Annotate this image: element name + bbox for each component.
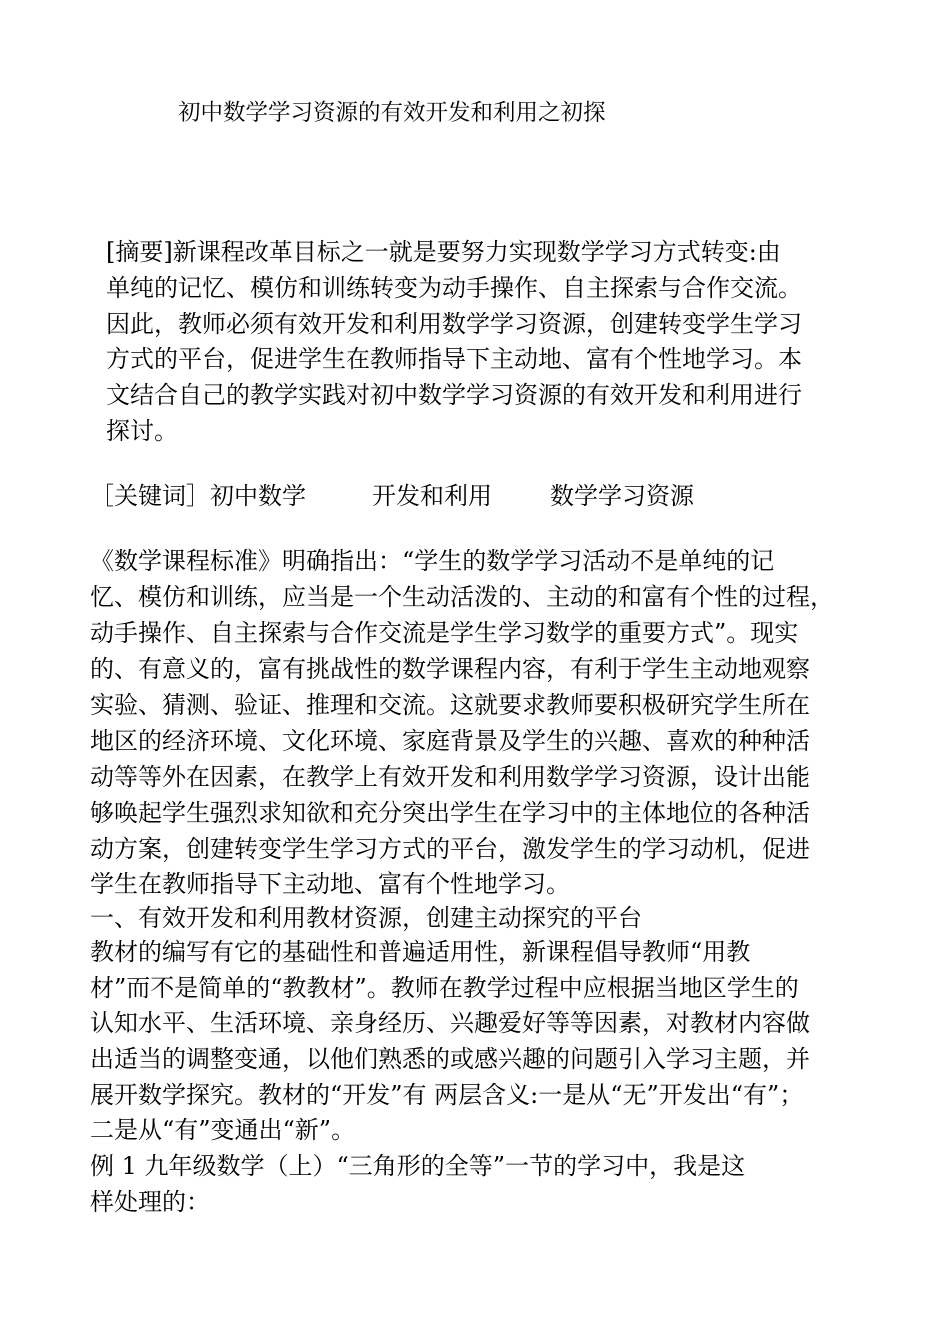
- abstract-line: [摘要]新课程改革目标之一就是要努力实现数学学习方式转变:由: [106, 238, 781, 266]
- body-line: 材”而不是简单的“教教材”。教师在教学过程中应根据当地区学生的: [90, 974, 799, 1002]
- keywords-line: [90, 479, 790, 513]
- abstract-line: 文结合自己的教学实践对初中数学学习资源的有效开发和利用进行: [106, 381, 802, 409]
- abstract-line: 方式的平台，促进学生在教师指导下主动地、富有个性地学习。本: [106, 345, 802, 373]
- body-line: 样处理的：: [90, 1188, 210, 1216]
- body-line: 《数学课程标准》明确指出：“学生的数学学习活动不是单纯的记: [90, 547, 775, 575]
- body-line: 动手操作、自主探索与合作交流是学生学习数学的重要方式”。现实: [90, 619, 799, 647]
- abstract-line: 单纯的记忆、模仿和训练转变为动手操作、自主探索与合作交流。: [106, 274, 802, 302]
- abstract-line: 因此，教师必须有效开发和利用数学学习资源，创建转变学生学习: [106, 310, 802, 338]
- keyword-item: 数学学习资源: [550, 482, 694, 510]
- body-line: 动等等外在因素，在教学上有效开发和利用数学学习资源，设计出能: [90, 763, 810, 791]
- body-line: 教材的编写有它的基础性和普遍适用性，新课程倡导教师“用教: [90, 938, 751, 966]
- body-line: 够唤起学生强烈求知欲和充分突出学生在学习中的主体地位的各种活: [90, 799, 810, 827]
- body-line: 学生在教师指导下主动地、富有个性地学习。: [90, 870, 570, 898]
- body-line: 地区的经济环境、文化环境、家庭背景及学生的兴趣、喜欢的种种活: [90, 727, 810, 755]
- document-title: 初中数学学习资源的有效开发和利用之初探: [178, 100, 606, 126]
- section-heading: 一、有效开发和利用教材资源，创建主动探究的平台: [90, 904, 642, 932]
- body-line: 展开数学探究。教材的“开发”有 两层含义:一是从“无”开发出“有”；: [90, 1081, 804, 1109]
- abstract-line: 探讨。: [106, 417, 178, 445]
- body-line: 出适当的调整变通，以他们熟悉的或感兴趣的问题引入学习主题，并: [90, 1045, 810, 1073]
- body-line: 实验、猜测、验证、推理和交流。这就要求教师要积极研究学生所在: [90, 691, 810, 719]
- keywords-label: ［关键词］初中数学: [90, 482, 306, 510]
- example-line: 例 1 九年级数学（上）“三角形的全等”一节的学习中，我是这: [90, 1152, 746, 1180]
- keyword-item: 开发和利用: [372, 482, 492, 510]
- body-line: 的、有意义的，富有挑战性的数学课程内容，有利于学生主动地观察: [90, 655, 810, 683]
- body-line: 二是从“有”变通出“新”。: [90, 1116, 356, 1144]
- body-line: 忆、模仿和训练，应当是一个生动活泼的、主动的和富有个性的过程，: [90, 583, 834, 611]
- body-line: 认知水平、生活环境、亲身经历、兴趣爱好等等因素，对教材内容做: [90, 1009, 810, 1037]
- body-line: 动方案，创建转变学生学习方式的平台，激发学生的学习动机，促进: [90, 835, 810, 863]
